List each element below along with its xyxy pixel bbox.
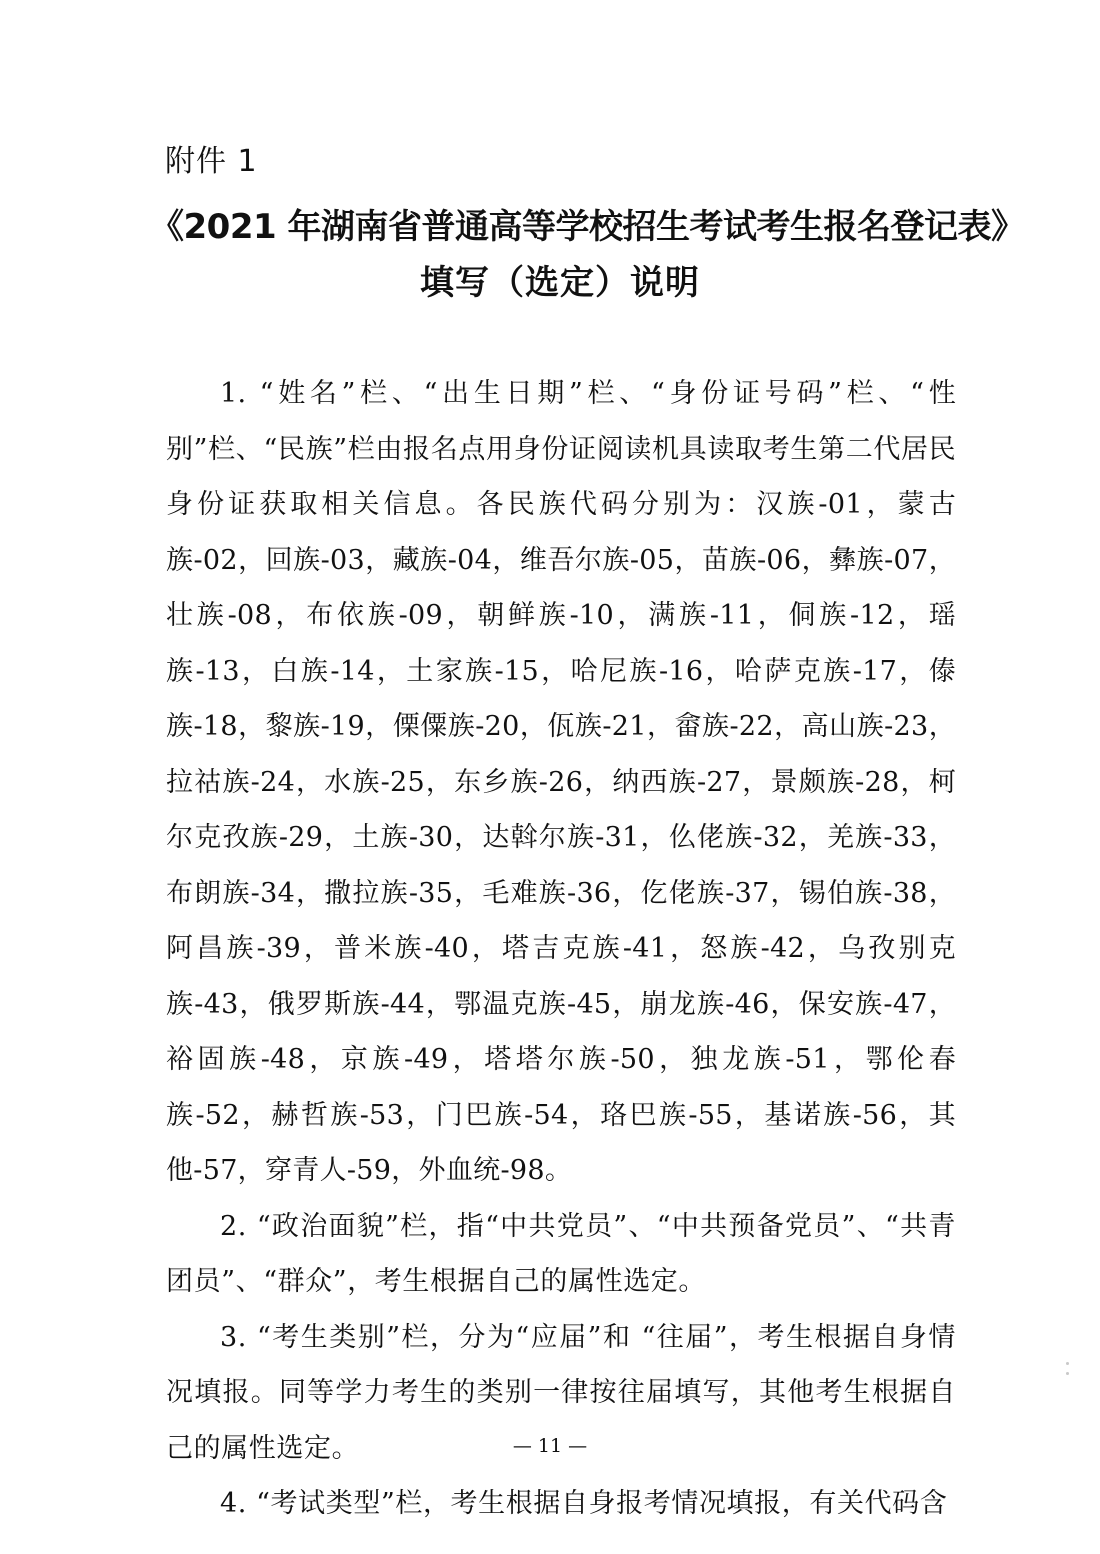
- document-body: [166, 366, 956, 1532]
- attachment-label: 附件 1: [165, 144, 258, 179]
- scan-speck: [1066, 1362, 1069, 1365]
- page-number: — 11 —: [512, 1435, 588, 1457]
- document-title-line-1: 《2021 年湖南省普通高等学校招生考试考生报名登记表》: [150, 207, 1025, 247]
- scan-speck: [1066, 1372, 1069, 1375]
- document-title-line-2: 填写（选定）说明: [420, 263, 700, 303]
- paragraph-ethnic-codes: 1. “姓名”栏、“出生日期”栏、“身份证号码”栏、“性别”栏、“民族”栏由报名点用身份证阅读机具读取考生第二代居民身份证获取相关信息。各民族代码分别为：汉族-01，蒙古族-02，回族-03，藏族-04，维吾尔族-05，苗族-06，彝族-07，壮族-08，布依族-09，朝鲜族-10，满族-11，侗族-12，瑶族-13，白族-14，土家族-15，哈尼族-16，哈萨克族-17，傣族-18，黎族-19，傈僳族-20，佤族-21，畲族-22，高山族-23，拉祜族-24，水族-25，东乡族-26，纳西族-27，景颇族-28，柯尔克孜族-29，土族-30，达斡尔族-31，仫佬族-32，羌族-33，布朗族-34，撒拉族-35，毛难族-36，仡佬族-37，锡伯族-38，阿昌族-39，普米族-40，塔吉克族-41，怒族-42，乌孜别克族-43，俄罗斯族-44，鄂温克族-45，崩龙族-46，保安族-47，裕固族-48，京族-49，塔塔尔族-50，独龙族-51，鄂伦春族-52，赫哲族-53，门巴族-54，珞巴族-55，基诺族-56，其他-57，穿青人-59，外血统-98。: [166, 378, 956, 1186]
- paragraph-exam-type: 4. “考试类型”栏，考生根据自身报考情况填报，有关代码含: [220, 1488, 948, 1519]
- paragraph-political-status: 2. “政治面貌”栏，指“中共党员”、“中共预备党员”、“共青团员”、“群众”，考生根据自己的属性选定。: [166, 1210, 956, 1297]
- paragraph-candidate-category: 3. “考生类别”栏，分为“应届”和 “往届”，考生根据自身情况填报。同等学力考生的类别一律按往届填写，其他考生根据自己的属性选定。: [166, 1321, 956, 1464]
